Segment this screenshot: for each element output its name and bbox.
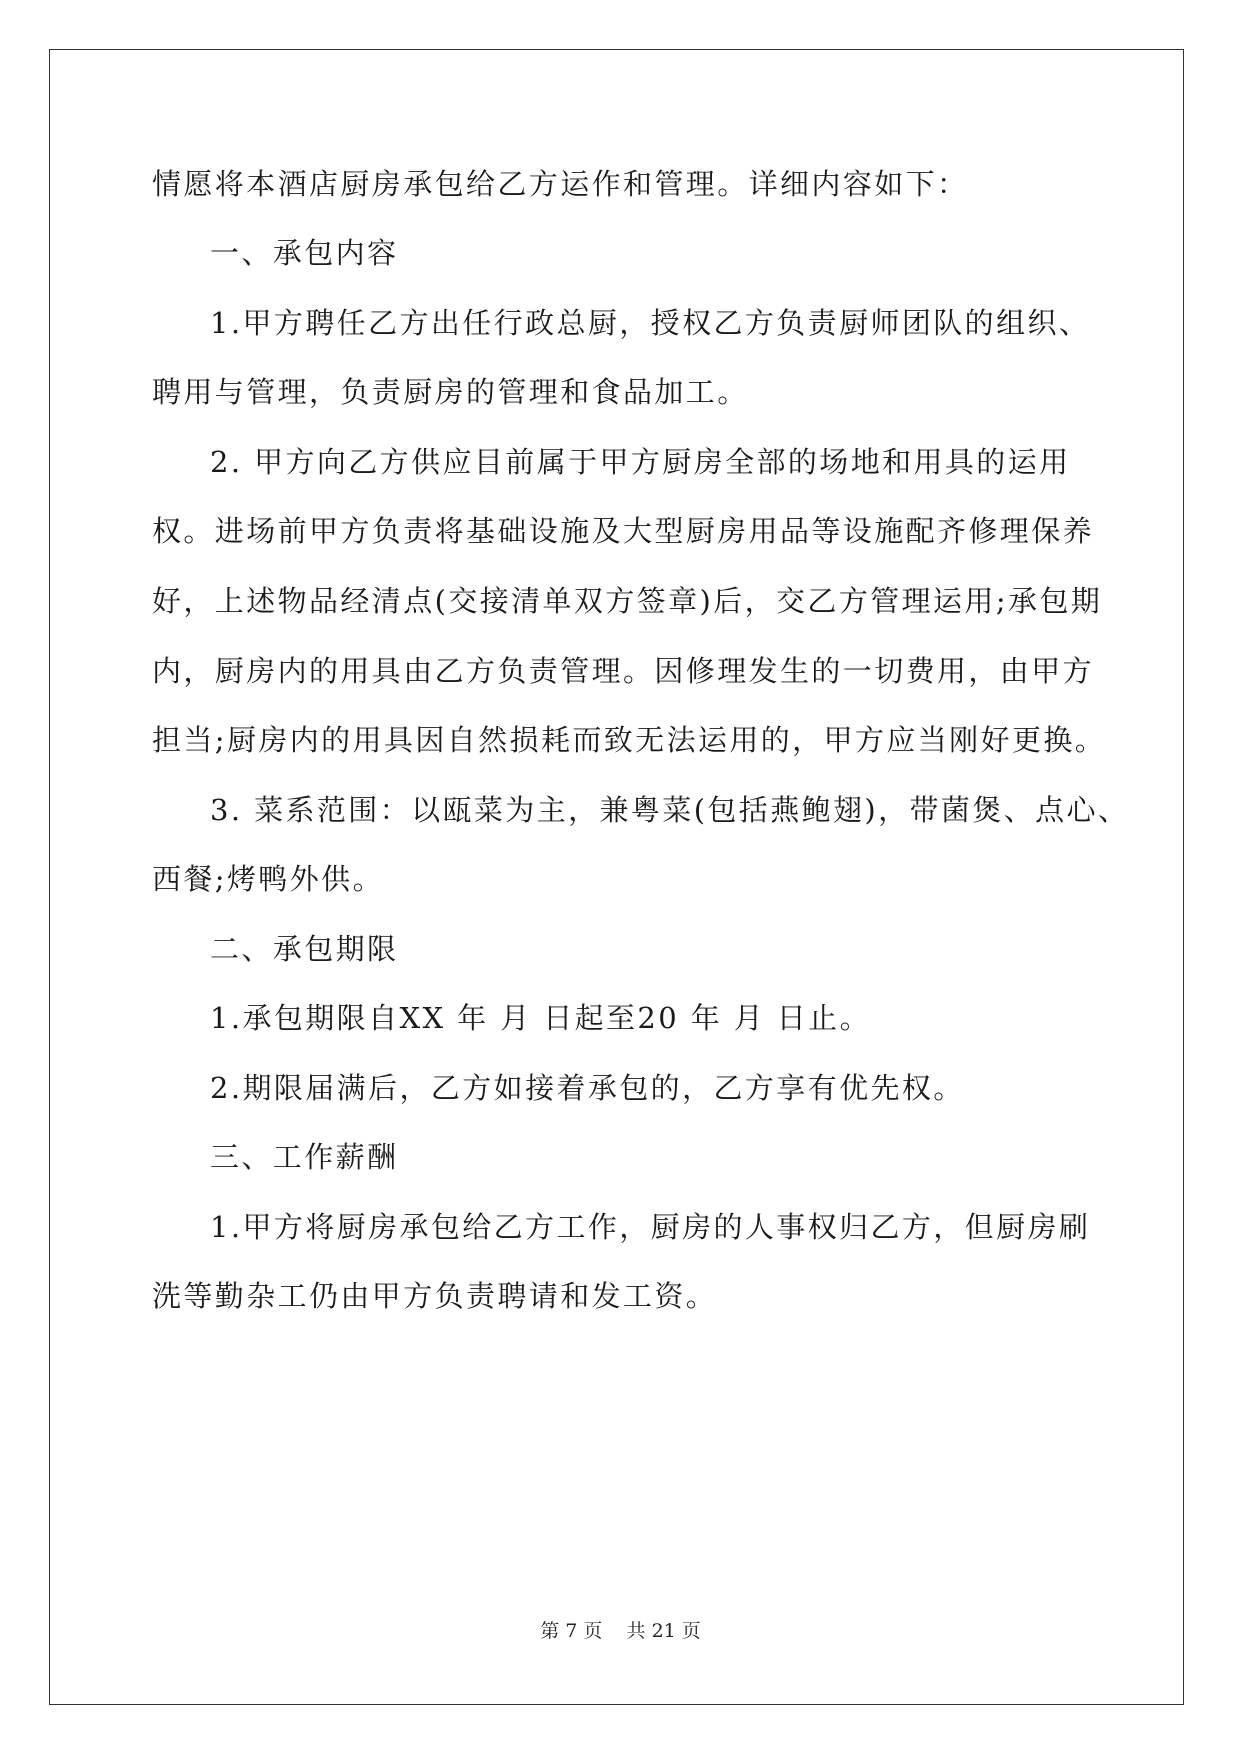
text-line: 好，上述物品经清点(交接清单双方签章)后，交乙方管理运用;承包期 bbox=[152, 584, 1103, 618]
text-line: 3. 菜系范围：以瓯菜为主，兼粤菜(包括燕鲍翅)，带菌煲、点心、 bbox=[210, 793, 1130, 827]
text-line: 1.承包期限自XX 年 月 日起至20 年 月 日止。 bbox=[210, 1001, 871, 1035]
section-heading: 三、工作薪酬 bbox=[210, 1140, 399, 1174]
section-heading: 二、承包期限 bbox=[210, 932, 399, 966]
text-line: 1.甲方聘任乙方出任行政总厨，授权乙方负责厨师团队的组织、 bbox=[210, 306, 1091, 340]
text-line: 聘用与管理，负责厨房的管理和食品加工。 bbox=[152, 375, 749, 409]
text-line: 洗等勤杂工仍由甲方负责聘请和发工资。 bbox=[152, 1279, 718, 1313]
text-line: 1.甲方将厨房承包给乙方工作，厨房的人事权归乙方，但厨房刷 bbox=[210, 1210, 1091, 1244]
text-line: 2. 甲方向乙方供应目前属于甲方厨房全部的场地和用具的运用 bbox=[210, 445, 1071, 479]
text-line: 内，厨房内的用具由乙方负责管理。因修理发生的一切费用，由甲方 bbox=[152, 654, 1095, 688]
text-line: 2.期限届满后，乙方如接着承包的，乙方享有优先权。 bbox=[210, 1071, 965, 1105]
text-line: 情愿将本酒店厨房承包给乙方运作和管理。详细内容如下： bbox=[152, 167, 969, 201]
text-line: 西餐;烤鸭外供。 bbox=[152, 862, 384, 896]
page-number-footer: 第 7 页 共 21 页 bbox=[540, 1620, 701, 1642]
text-line: 权。进场前甲方负责将基础设施及大型厨房用品等设施配齐修理保养 bbox=[152, 514, 1095, 548]
text-line: 担当;厨房内的用具因自然损耗而致无法运用的，甲方应当刚好更换。 bbox=[152, 723, 1107, 757]
section-heading: 一、承包内容 bbox=[210, 236, 399, 270]
